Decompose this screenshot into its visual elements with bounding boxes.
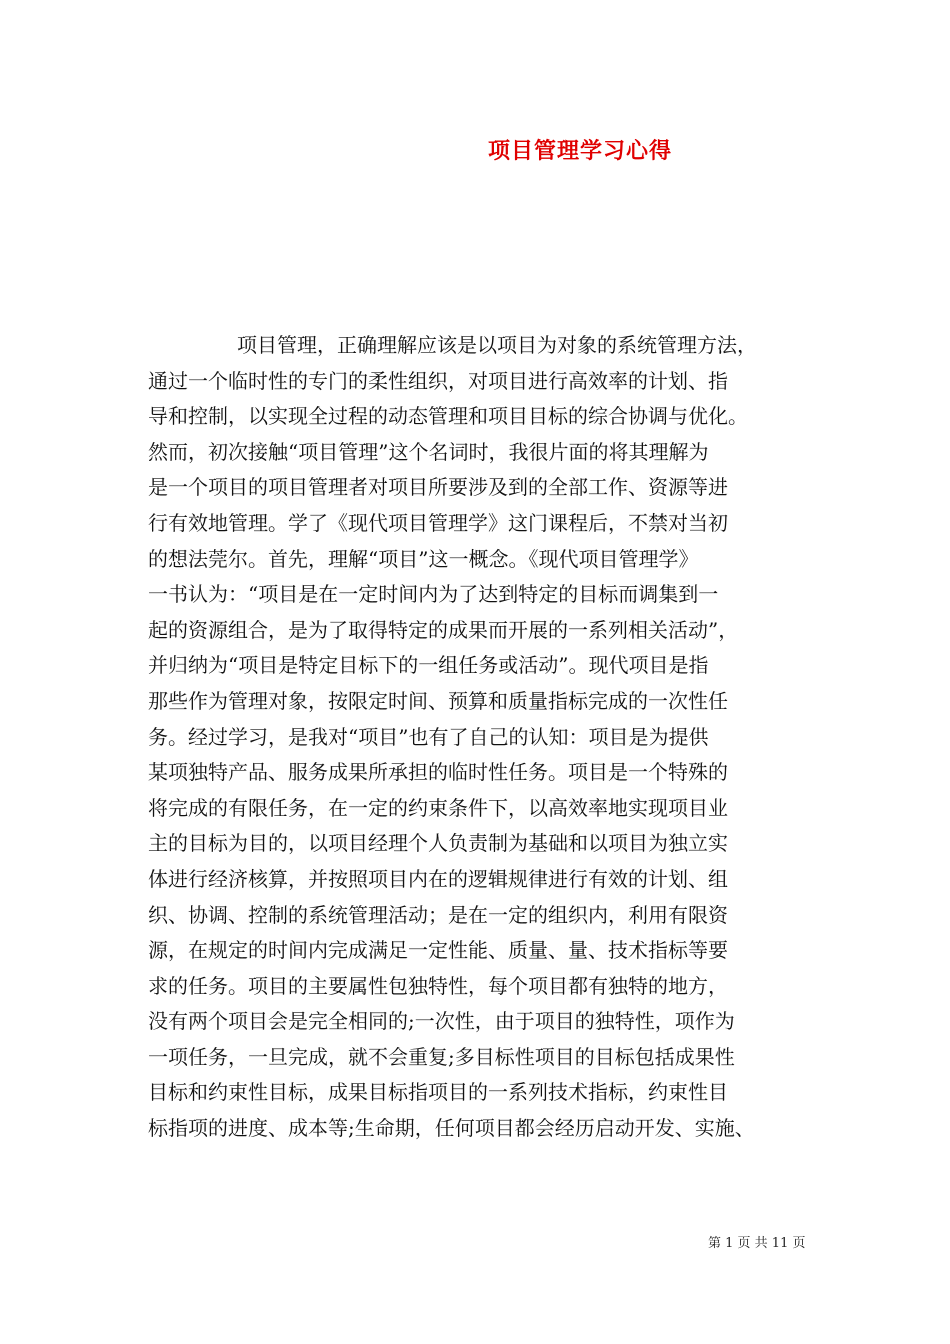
paragraph-line: 标指项的进度、成本等;生命期，任何项目都会经历启动开发、实施、 <box>148 1116 755 1141</box>
paragraph-line: 体进行经济核算，并按照项目内在的逻辑规律进行有效的计划、组 <box>148 866 728 891</box>
paragraph-line: 没有两个项目会是完全相同的;一次性，由于项目的独特性，项作为 <box>148 1009 735 1034</box>
paragraph-line: 然而，初次接触“项目管理”这个名词时，我很片面的将其理解为 <box>148 439 709 464</box>
paragraph-line: 目标和约束性目标，成果目标指项目的一系列技术指标，约束性目 <box>148 1080 728 1105</box>
paragraph-line: 项目管理，正确理解应该是以项目为对象的系统管理方法， <box>237 333 757 357</box>
paragraph-line: 务。经过学习，是我对“项目”也有了自己的认知：项目是为提供 <box>148 724 709 749</box>
paragraph-line: 那些作为管理对象，按限定时间、预算和质量指标完成的一次性任 <box>148 688 728 713</box>
paragraph-line: 将完成的有限任务，在一定的约束条件下，以高效率地实现项目业 <box>148 795 728 820</box>
paragraph-line: 一书认为：“项目是在一定时间内为了达到特定的目标而调集到一 <box>148 582 719 607</box>
paragraph-line: 织、协调、控制的系统管理活动；是在一定的组织内，利用有限资 <box>148 902 728 927</box>
paragraph-line: 是一个项目的项目管理者对项目所要涉及到的全部工作、资源等进 <box>148 475 728 500</box>
page-title: 项目管理学习心得 <box>488 138 673 164</box>
paragraph-line: 起的资源组合，是为了取得特定的成果而开展的一系列相关活动”， <box>148 617 739 642</box>
paragraph-line: 一项任务，一旦完成，就不会重复;多目标性项目的目标包括成果性 <box>148 1044 735 1069</box>
paragraph-line: 某项独特产品、服务成果所承担的临时性任务。项目是一个特殊的 <box>148 760 728 785</box>
paragraph-line: 求的任务。项目的主要属性包独特性，每个项目都有独特的地方， <box>148 973 728 998</box>
paragraph-line: 主的目标为目的，以项目经理个人负责制为基础和以项目为独立实 <box>148 831 728 856</box>
paragraph-line: 的想法莞尔。首先，理解“项目”这一概念。《现代项目管理学》 <box>148 546 699 571</box>
paragraph-line: 并归纳为“项目是特定目标下的一组任务或活动”。现代项目是指 <box>148 653 709 678</box>
body-paragraph <box>148 328 808 1147</box>
paragraph-line: 导和控制，以实现全过程的动态管理和项目目标的综合协调与优化。 <box>148 404 748 429</box>
paragraph-line: 行有效地管理。学了《现代项目管理学》这门课程后，不禁对当初 <box>148 510 728 535</box>
paragraph-line: 通过一个临时性的专门的柔性组织，对项目进行高效率的计划、指 <box>148 368 728 393</box>
paragraph-line: 源，在规定的时间内完成满足一定性能、质量、量、技术指标等要 <box>148 938 728 963</box>
page-number-footer: 第 1 页 共 11 页 <box>708 1236 806 1251</box>
